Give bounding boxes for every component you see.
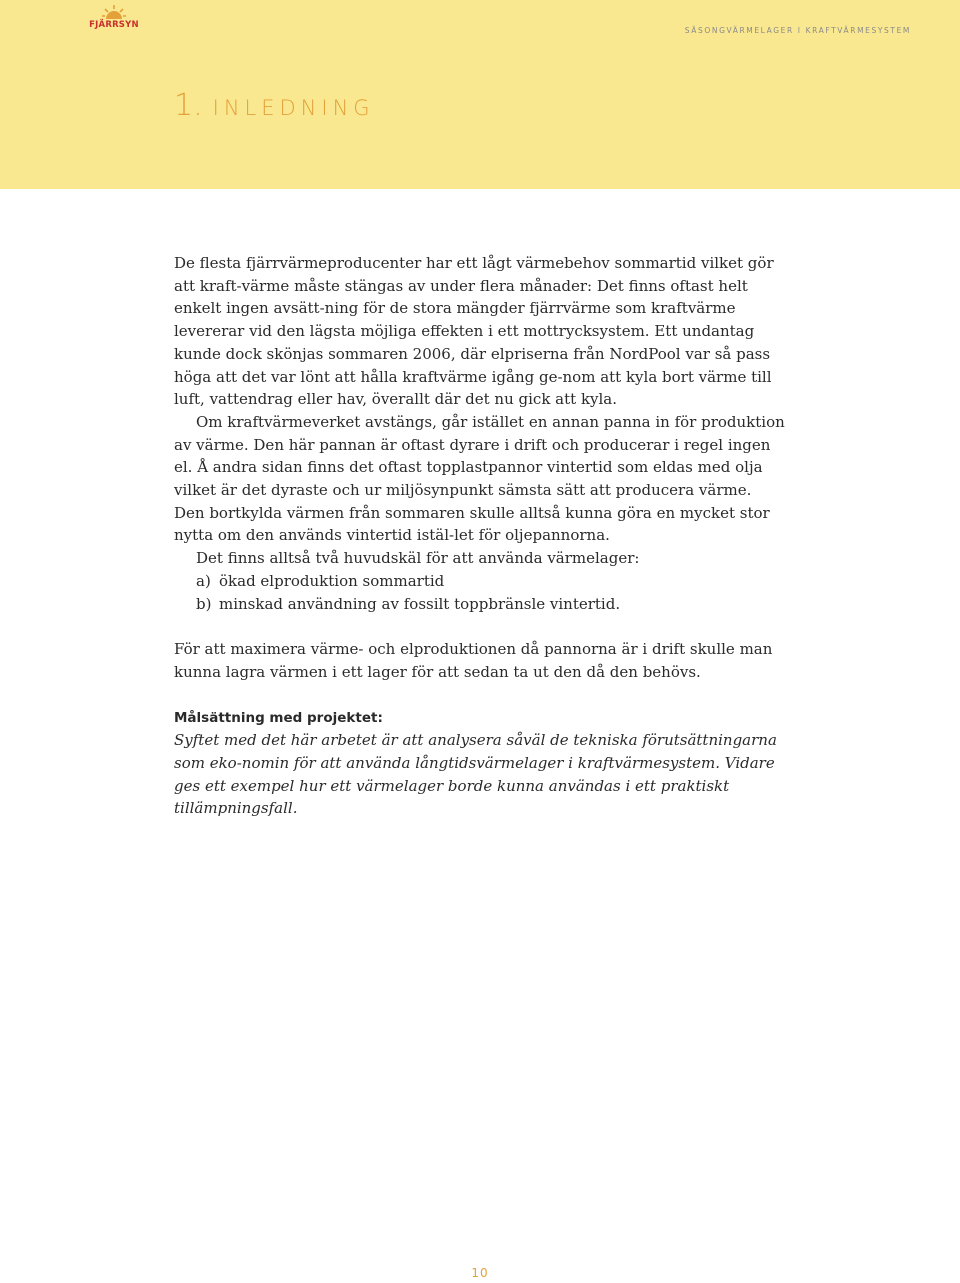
paragraph-1: De flesta fjärrvärmeproducenter har ett lågt värmebehov sommartid vilket gör att kraft-värme måste stängas av under flera månader: Det finns oftast helt enkelt ingen avsätt-ning för de stora mängder fjärrvärme som kraftvärme levererar vid den lägsta möjliga effekten i ett mottrycksystem. Ett undantag kunde dock skönjas sommaren 2006, där elpriserna från NordPool var så pass höga att det var lönt att hålla kraftvärme igång ge-nom att kyla bort värme till luft, vattendrag eller hav, överallt där det nu gick att kyla. [174, 254, 774, 409]
list-marker: b) [196, 594, 212, 613]
list-text: ökad elproduktion sommartid [219, 571, 445, 590]
spacer [174, 615, 786, 638]
chapter-number: 1. [174, 88, 203, 123]
paragraph-3: Det finns alltså två huvudskäl för att använda värmelager: [196, 549, 640, 568]
list-item [174, 570, 786, 593]
paragraph-2: Om kraftvärmeverket avstängs, går istället en annan panna in för produktion av värme. Den här pannan är oftast dyrare i drift och producerar i regel ingen el. Å andra sidan finns det oftast topplastpannor vintertid som eldas med olja vilket är det dyraste och ur miljösynpunkt sämsta sätt att producera värme. Den bortkylda värmen från sommaren skulle alltså kunna göra en mycket stor nytta om den används vintertid istäl-let för oljepannorna. [174, 412, 785, 545]
goal-heading: Målsättning med projektet: [174, 709, 383, 726]
logo-text: FJÄRRSYN [89, 20, 139, 30]
fjarrsyn-logo [88, 5, 140, 33]
list-text: minskad användning av fossilt toppbränsle vintertid. [219, 594, 621, 613]
spacer [174, 684, 786, 707]
body-text [174, 252, 786, 820]
paragraph-4: För att maximera värme- och elproduktionen då pannorna är i drift skulle man kunna lagra värmen i ett lager för att sedan ta ut den då den behövs. [174, 640, 773, 681]
page-number: 10 [471, 1266, 489, 1280]
goal-text: Syftet med det här arbetet är att analysera såväl de tekniska förutsättningarna som eko-nomin för att använda långtidsvärmelager i kraftvärmesystem. Vidare ges ett exempel hur ett värmelager borde kunna användas i ett praktiskt tillämpningsfall. [174, 731, 777, 818]
list-item [174, 593, 786, 616]
list-marker: a) [196, 571, 211, 590]
sun-icon [102, 5, 126, 21]
chapter-title [174, 88, 375, 123]
chapter-title-text: inledning [212, 88, 375, 123]
running-head: SÄSONGVÄRMELAGER I KRAFTVÄRMESYSTEM [684, 26, 911, 35]
